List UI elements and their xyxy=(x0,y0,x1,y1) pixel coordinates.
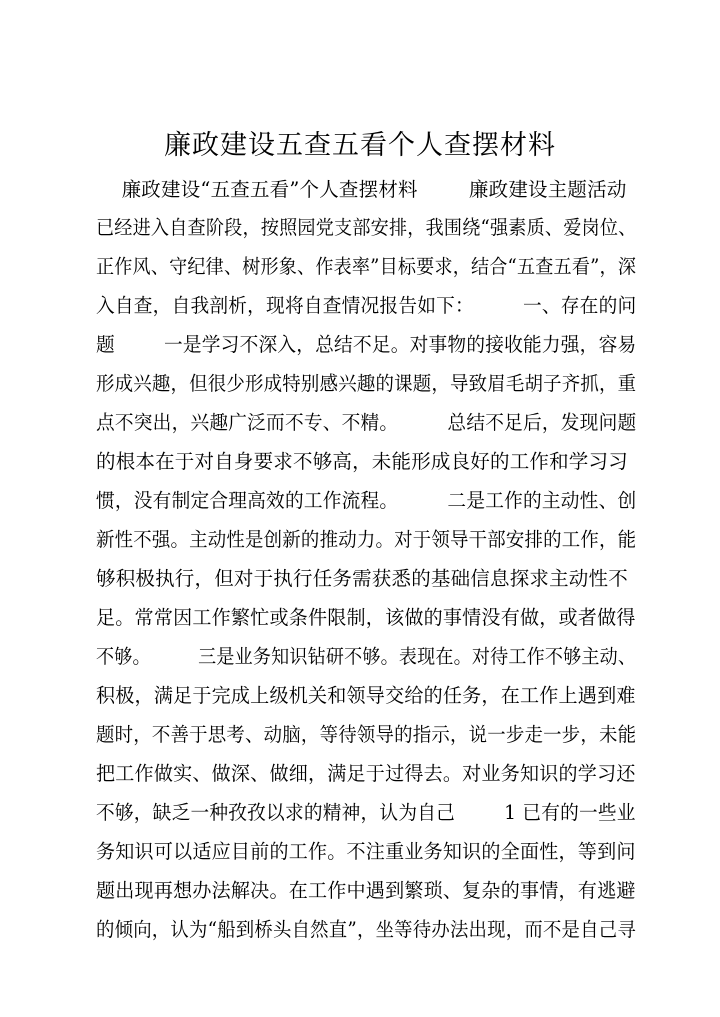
body-line-14: 积极，满足于完成上级机关和领导交给的任务，在工作上遇到难 xyxy=(96,684,636,707)
body-line-16: 把工作做实、做深、做细，满足于过得去。对业务知识的学习还 xyxy=(96,762,636,785)
body-line-13: 不够。 三是业务知识钻研不够。表现在。对待工作不够主动、 xyxy=(96,645,637,668)
body-line-9: 惯，没有制定合理高效的工作流程。 二是工作的主动性、创 xyxy=(96,489,637,512)
body-line-12: 足。常常因工作繁忙或条件限制，该做的事情没有做，或者做得 xyxy=(96,606,636,629)
body-line-2: 已经进入自查阶段，按照园党支部安排，我围绕“强素质、爱岗位、 xyxy=(96,216,637,239)
body-line-4: 入自查，自我剖析，现将自查情况报告如下： 一、存在的问 xyxy=(96,294,637,317)
body-line-6: 形成兴趣，但很少形成特别感兴趣的课题，导致眉毛胡子齐抓，重 xyxy=(96,372,637,395)
body-line-8: 的根本在于对自身要求不够高，未能形成良好的工作和学习习 xyxy=(96,450,628,473)
body-line-20: 的倾向，认为“船到桥头自然直”，坐等待办法出现，而不是自己寻 xyxy=(96,918,636,941)
body-line-7: 点不突出，兴趣广泛而不专、不精。 总结不足后，发现问题 xyxy=(96,411,637,434)
body-line-1: 廉政建设“五查五看”个人查摆材料 廉政建设主题活动 xyxy=(96,178,627,201)
body-line-10: 新性不强。主动性是创新的推动力。对于领导干部安排的工作，能 xyxy=(96,528,637,551)
document-title: 廉政建设五查五看个人查摆材料 xyxy=(164,130,556,161)
body-line-19: 题出现再想办法解决。在工作中遇到繁琐、复杂的事情，有逃避 xyxy=(96,879,636,902)
body-line-17: 不够，缺乏一种孜孜以求的精神，认为自己 1 已有的一些业 xyxy=(96,801,636,824)
body-line-3: 正作风、守纪律、树形象、作表率”目标要求，结合“五查五看”，深 xyxy=(96,255,637,278)
body-line-11: 够积极执行，但对于执行任务需获悉的基础信息探求主动性不 xyxy=(96,567,628,590)
body-line-15: 题时，不善于思考、动脑，等待领导的指示，说一步走一步，未能 xyxy=(96,723,637,746)
body-line-18: 务知识可以适应目前的工作。不注重业务知识的全面性，等到问 xyxy=(96,840,636,863)
body-line-5: 题 一是学习不深入，总结不足。对事物的接收能力强，容易 xyxy=(96,333,637,356)
